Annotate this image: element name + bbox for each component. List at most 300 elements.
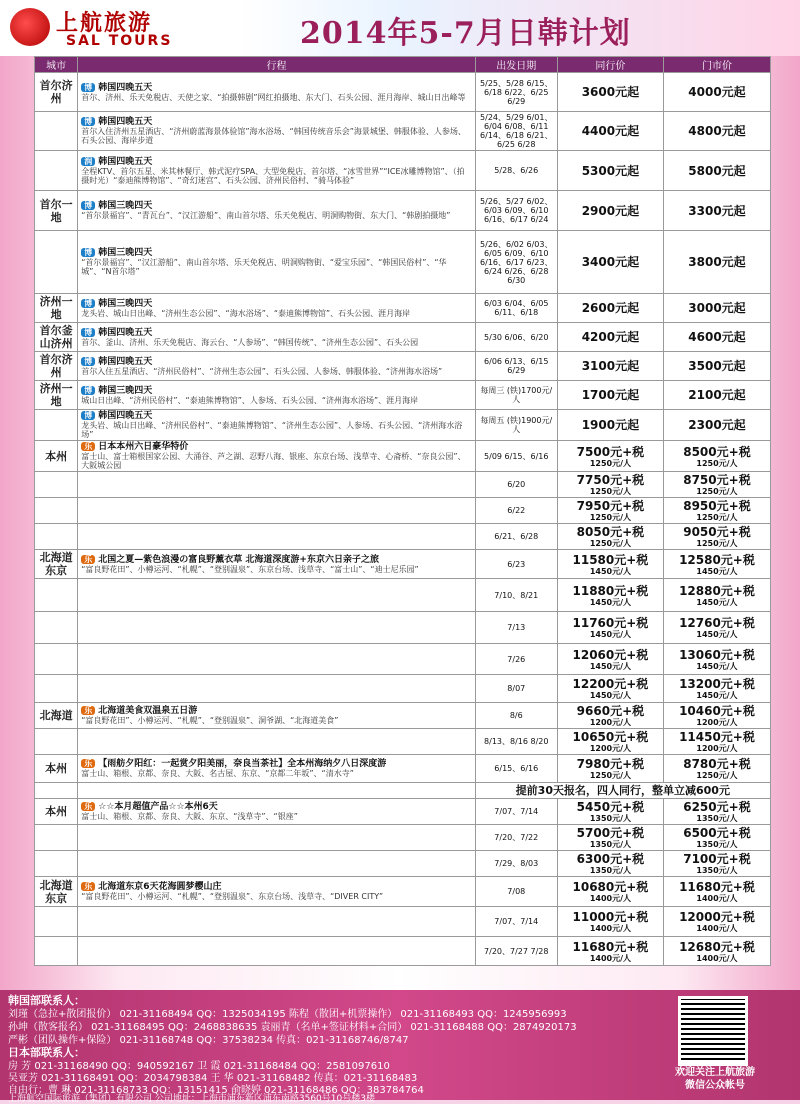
brand-tag: 博 [81,357,95,366]
row-city: 北海道东京 [35,877,78,907]
table-row[interactable] [35,675,771,703]
price-value: 3800元起 [688,255,746,269]
table-row[interactable] [35,381,771,410]
tax-value: 1250元/人 [589,771,631,780]
tax-value: 1450元/人 [696,691,738,700]
route-desc: 富士山、箱根、京都、奈良、大阪、名古屋、东京、“京都二年坂”、“清水寺” [81,769,354,778]
route-title: 【雨舫夕阳红：一起赏夕阳美丽，奈良当茶社】全本州海纳夕八日深度游 [98,759,387,769]
row-city [35,825,78,851]
row-peer-price [557,231,663,294]
row-city [35,498,78,524]
row-peer-price [557,825,663,851]
row-city: 济州一地 [35,294,78,323]
row-peer-price [557,877,663,907]
row-dates: 5/24、5/29 6/01、6/04 6/08、6/11 6/14、6/18 6/21、6/25 6/28 [475,112,557,151]
table-row[interactable] [35,579,771,612]
korea-heading: 韩国部联系人： [8,994,85,1007]
tax-value: 1350元/人 [589,866,631,875]
brand-tag: 润 [81,157,95,166]
japan-line: 房 芳 021-31168490 QQ：940592167 卫 霞 021-31168484 QQ：2581097610 [8,1061,390,1072]
row-retail-price [663,472,770,498]
row-peer-price [557,729,663,755]
japan-heading: 日本部联系人： [8,1046,85,1059]
tax-value: 1250元/人 [696,513,738,522]
row-retail-price [663,825,770,851]
table-row[interactable] [35,799,771,825]
brand-tag: 博 [81,299,95,308]
logo [10,6,200,50]
row-route [78,825,475,851]
table-row[interactable] [35,825,771,851]
itinerary-table [34,56,771,966]
price-value: 2300元起 [688,418,746,432]
route-title: 韩国三晚四天 [98,298,153,309]
tax-value: 1450元/人 [589,597,631,607]
tax-value: 1250元/人 [589,539,631,548]
price-value: 3000元起 [688,301,746,315]
row-city [35,729,78,755]
row-retail-price [663,191,770,231]
price-value: 2100元起 [688,388,746,402]
price-value: 12680元+税 [679,939,755,954]
row-retail-price [663,579,770,612]
tax-value: 1450元/人 [589,630,631,639]
row-city: 首尔釜山济州 [35,323,78,352]
col-city: 城市 [35,57,78,73]
row-peer-price [557,937,663,966]
row-dates: 5/25、5/28 6/15、6/18 6/22、6/25 6/29 [475,73,557,112]
row-dates: 5/30 6/06、6/20 [475,323,557,352]
table-row[interactable] [35,73,771,112]
price-value: 3600元起 [581,85,640,99]
route-desc: “富良野花田”、小樽运河、“札幌”、“登别温泉”、东京台场、浅草寺、“富士山”、“迪士尼乐园” [81,564,419,574]
row-dates: 6/23 [475,550,557,579]
row-city [35,524,78,550]
brand-tag: 乐 [81,802,95,811]
row-retail-price [663,612,770,644]
brand-tag: 博 [81,328,95,337]
price-value: 10650元+税 [572,730,649,744]
row-route [78,799,475,825]
price-value: 5800元起 [688,163,746,178]
row-route [78,612,475,644]
row-city: 本州 [35,755,78,783]
tax-value: 1250元/人 [696,487,738,496]
row-route [78,498,475,524]
row-retail-price [663,729,770,755]
price-value: 6300元+税 [576,852,645,866]
brand-tag: 乐 [81,882,95,891]
row-route [78,877,475,907]
row-route [78,703,475,729]
row-dates: 5/09 6/15、6/16 [475,441,557,472]
price-value: 8950元+税 [683,499,751,513]
row-city [35,907,78,937]
route-desc: 首尔入住五星酒店、“济州民俗村”、“济州生态公园”、石头公园、人参场、韩服体验、“济州海水浴场” [81,366,443,376]
row-dates: 7/07、7/14 [475,799,557,825]
route-title: 韩国四晚五天 [98,411,153,421]
table-row[interactable] [35,783,771,799]
row-route [78,410,475,441]
price-value: 3300元起 [688,203,746,218]
route-title: 韩国三晚四天 [98,201,153,211]
row-retail-price [663,550,770,579]
qr-caption [650,1066,780,1092]
price-value: 8780元+税 [683,757,751,771]
brand-tag: 博 [81,201,95,210]
row-peer-price [557,799,663,825]
table-row[interactable] [35,612,771,644]
row-retail-price [663,703,770,729]
price-value: 5700元+税 [576,826,645,840]
row-dates: 每周五 (铁)1900元/人 [475,410,557,441]
table-row[interactable] [35,644,771,675]
row-route [78,352,475,381]
logo-mark-icon [10,8,50,46]
row-route [78,937,475,966]
row-route [78,323,475,352]
row-retail-price [663,294,770,323]
tax-value: 1250元/人 [696,539,738,548]
row-dates: 5/26、6/02 6/03、6/05 6/09、6/10 6/16、6/17 6/23、6/24 6/26、6/28 6/30 [475,231,557,294]
row-peer-price [557,550,663,579]
row-peer-price [557,703,663,729]
row-dates: 7/20、7/27 7/28 [475,937,557,966]
route-desc: 首尔、釜山、济州、乐天免税店、海云台、“人参场”、“韩国传统”、“济州生态公园”、石头公园 [81,337,419,347]
price-value: 7750元+税 [576,473,645,487]
row-city [35,231,78,294]
route-title: 日本本州六日豪华特价 [98,442,189,452]
row-city [35,410,78,441]
table-row[interactable] [35,550,771,579]
table-row[interactable] [35,755,771,783]
korea-line: 孙坤（散客报名） 021-31168495 QQ：2468838635 袁丽青（名单+签证材料+合同） 021-31168488 QQ：2874920173 [8,1022,577,1033]
route-desc: 富士山、富士箱根国家公园、大涌谷、芦之湖、忍野八海、银座、东京台场、浅草寺、心斋桥、“奈良公园”、大阪城公园 [81,452,466,470]
price-value: 13200元+税 [679,677,755,691]
row-dates: 7/26 [475,644,557,675]
table-header-row [35,57,771,73]
price-value: 12880元+税 [679,583,755,598]
row-peer-price [557,498,663,524]
brand-tag: 乐 [81,706,95,715]
row-route [78,294,475,323]
tax-value: 1400元/人 [589,924,631,933]
brand-tag: 乐 [81,555,95,564]
price-value: 9660元+税 [576,704,645,718]
row-peer-price [557,524,663,550]
price-value: 1900元起 [581,418,640,432]
row-dates: 8/6 [475,703,557,729]
table-row[interactable] [35,472,771,498]
tax-value: 1200元/人 [589,744,631,753]
table-row[interactable] [35,729,771,755]
row-city [35,612,78,644]
row-retail-price [663,851,770,877]
row-city [35,937,78,966]
row-city: 北海道 [35,703,78,729]
row-peer-price [557,73,663,112]
price-value: 7500元+税 [576,444,645,459]
row-retail-price [663,799,770,825]
table-row[interactable] [35,703,771,729]
price-value: 8750元+税 [683,473,751,487]
row-retail-price [663,644,770,675]
tax-value: 1400元/人 [696,953,738,963]
page-title: 2014年5-7月日韩计划 [300,16,631,51]
price-value: 4000元起 [688,85,746,99]
row-city [35,783,78,799]
row-dates: 6/22 [475,498,557,524]
row-dates: 每周三 (铁)1700元/人 [475,381,557,410]
price-value: 11680元+税 [572,939,649,954]
price-value: 5450元+税 [576,800,645,814]
table-row[interactable] [35,498,771,524]
route-desc: 全程KTV、首尔五星、米其林餐厅、韩式泥疗SPA、大型免税店、首尔塔、“冰雪世界”“ICE冰雕博物馆”、（拍摄时光）“泰迪熊博物馆”、“奇幻迷宫”、石头公园、济州民俗村、“骑马体验” [81,166,465,185]
route-desc: “首尔景福宫”、“汉江游船”、南山首尔塔、乐天免税店、明洞购物街、“爱宝乐园”、“韩国民俗村”、“华城”、“N首尔塔” [81,258,447,276]
row-dates: 5/28、6/26 [475,151,557,191]
col-route: 行程 [78,57,475,73]
route-desc: 首尔入住济州五星酒店、“济州蔚蓝海景体验馆”海水浴场、“韩国传统音乐会”海景城堡、韩服体验、人参场、石头公园、海岸步道 [81,127,466,145]
brand-tag: 乐 [81,442,95,451]
row-city [35,472,78,498]
price-value: 7100元+税 [683,852,751,866]
brand-tag: 博 [81,117,95,126]
tax-value: 1350元/人 [589,840,631,849]
price-value: 11880元+税 [572,583,649,598]
price-value: 11680元+税 [679,880,755,894]
price-value: 3100元起 [581,359,640,373]
tax-value: 1400元/人 [696,924,738,933]
row-peer-price [557,191,663,231]
row-city: 北海道东京 [35,550,78,579]
row-peer-price [557,755,663,783]
price-value: 4400元起 [581,124,640,138]
price-value: 7950元+税 [576,499,645,513]
price-value: 11760元+税 [572,616,649,630]
row-dates: 6/03 6/04、6/05 6/11、6/18 [475,294,557,323]
table-row[interactable] [35,851,771,877]
table-row[interactable] [35,410,771,441]
price-value: 8050元+税 [576,525,645,539]
col-price: 同行价 [557,57,663,73]
tax-value: 1350元/人 [696,866,738,875]
row-dates: 7/08 [475,877,557,907]
row-retail-price [663,151,770,191]
row-peer-price [557,294,663,323]
row-retail-price [663,323,770,352]
row-route [78,755,475,783]
brand-tag: 乐 [81,759,95,768]
row-city [35,579,78,612]
route-desc: “富良野花田”、小樽运河、“札幌”、“登别温泉”、东京台场、浅草寺、“DIVER CITY” [81,892,384,901]
route-desc: 首尔、济州、乐天免税店、天使之家、“拍摄韩剧”网红拍摄地、东大门、石头公园、涯月海岸、城山日出峰等 [81,92,466,102]
route-title: 韩国三晚四天 [98,248,153,258]
tax-value: 1200元/人 [696,744,738,753]
row-peer-price [557,579,663,612]
japan-line: 自由行：曹 琳 021-31168733 QQ：13151415 俞晓婷 021-31168486 QQ：383784764 [8,1085,424,1096]
brand-tag: 博 [81,248,95,257]
col-store: 门市价 [663,57,770,73]
table-row[interactable] [35,323,771,352]
row-route [78,472,475,498]
row-city: 本州 [35,441,78,472]
route-title: 韩国四晚五天 [98,156,153,167]
price-value: 12200元+税 [572,677,649,691]
table-row[interactable] [35,191,771,231]
row-city: 首尔济州 [35,352,78,381]
row-dates: 6/06 6/13、6/15 6/29 [475,352,557,381]
table-row[interactable] [35,524,771,550]
tax-value: 1200元/人 [589,718,631,727]
row-city [35,112,78,151]
row-city: 首尔济州 [35,73,78,112]
row-peer-price [557,323,663,352]
route-desc: 龙头岩、城山日出峰、“济州生态公园”、“海水浴场”、“泰迪熊博物馆”、石头公园、涯月海岸 [81,308,411,318]
header [0,0,800,56]
brand-tag: 博 [81,386,95,395]
route-title: 北海道美食双温泉五日游 [98,706,198,716]
route-desc: 富士山、箱根、京都、奈良、大阪、东京、“浅草寺”、“银座” [81,812,298,821]
route-title: 韩国四晚五天 [98,327,153,338]
row-peer-price [557,151,663,191]
row-dates: 6/15、6/16 [475,755,557,783]
table-row[interactable] [35,441,771,472]
row-retail-price [663,231,770,294]
row-peer-price [557,612,663,644]
price-value: 13060元+税 [679,647,755,662]
tax-value: 1250元/人 [589,487,631,496]
row-route [78,524,475,550]
tax-value: 1450元/人 [589,566,631,576]
tax-value: 1250元/人 [589,458,631,468]
logo-en: SAL TOURS [66,33,173,49]
table-row[interactable] [35,352,771,381]
row-route [78,381,475,410]
row-route [78,851,475,877]
row-retail-price [663,410,770,441]
price-value: 6250元+税 [683,800,751,814]
qr-caption-line: 欢迎关注上航旅游 [675,1067,755,1078]
tax-value: 1200元/人 [696,718,738,727]
row-retail-price [663,937,770,966]
price-value: 2600元起 [581,301,640,315]
price-value: 10680元+税 [572,880,649,894]
row-dates: 7/20、7/22 [475,825,557,851]
row-peer-price [557,644,663,675]
price-value: 11450元+税 [679,730,755,744]
table-row[interactable] [35,151,771,191]
brand-tag: 博 [81,83,95,92]
table-row[interactable] [35,112,771,151]
route-title: 北国之夏—紫色浪漫の富良野薰衣草 北海道深度游+东京六日亲子之旅 [98,554,379,565]
route-title: 韩国三晚四天 [98,385,153,396]
row-peer-price [557,851,663,877]
row-dates: 8/13、8/16 8/20 [475,729,557,755]
row-peer-price [557,112,663,151]
price-value: 12060元+税 [572,647,649,662]
row-peer-price [557,675,663,703]
tax-value: 1450元/人 [589,691,631,700]
row-retail-price [663,498,770,524]
row-peer-price [557,441,663,472]
row-route [78,191,475,231]
price-value: 4200元起 [581,330,640,344]
row-dates: 7/07、7/14 [475,907,557,937]
row-route [78,644,475,675]
price-value: 3400元起 [581,255,640,269]
price-value: 12760元+税 [679,616,755,630]
row-route [78,73,475,112]
row-route [78,783,475,799]
company-line: 上海航空国际旅游（集团）有限公司 公司地址：上海市浦东新区浦东南路3560号10号楼3楼 [8,1094,375,1104]
route-title: 北海道东京6天花海圆梦樱山庄 [98,882,222,892]
table-row[interactable] [35,937,771,966]
tax-value: 1400元/人 [589,953,631,963]
route-title: ☆☆本月超值产品☆☆本州6天 [98,802,218,812]
table-row[interactable] [35,231,771,294]
row-peer-price [557,907,663,937]
row-city [35,151,78,191]
table-row[interactable] [35,907,771,937]
row-route [78,231,475,294]
tax-value: 1450元/人 [696,597,738,607]
price-value: 6500元+税 [683,826,751,840]
price-value: 4600元起 [688,330,746,344]
korea-line: 严彬（团队操作+保险） 021-31168748 QQ：37538234 传真：021-31168746/8747 [8,1035,409,1046]
tax-value: 1350元/人 [589,814,631,823]
col-date: 出发日期 [475,57,557,73]
qr-caption-line: 微信公众帐号 [685,1080,745,1091]
tax-value: 1450元/人 [696,630,738,639]
qr-code-icon[interactable] [678,996,748,1066]
row-peer-price [557,472,663,498]
row-city [35,675,78,703]
japan-line: 吴亚芳 021-31168491 QQ：2034798384 王 华 021-31168482 传真：021-31168483 [8,1073,418,1084]
tax-value: 1400元/人 [589,894,631,903]
row-route [78,441,475,472]
row-route [78,729,475,755]
row-retail-price [663,381,770,410]
price-value: 11000元+税 [572,910,649,924]
tax-value: 1350元/人 [696,814,738,823]
route-title: 韩国四晚五天 [98,82,153,93]
row-dates: 7/13 [475,612,557,644]
row-peer-price [557,410,663,441]
row-route [78,550,475,579]
route-desc: 城山日出峰、“济州民俗村”、“泰迪熊博物馆”、人参场、石头公园、“济州海水浴场”、涯月海岸 [81,395,419,405]
price-value: 8500元+税 [683,444,751,459]
tax-value: 1250元/人 [589,513,631,522]
tax-value: 1400元/人 [696,894,738,903]
row-route [78,579,475,612]
route-desc: “首尔景福宫”、“青瓦台”、“汉江游船”、南山首尔塔、乐天免税店、明洞购物街、东大门、“韩剧拍摄地” [81,211,451,220]
tax-value: 1450元/人 [696,661,738,671]
tax-value: 1450元/人 [589,661,631,671]
korea-line: 刘瑾（急拉+散团报价） 021-31168494 QQ：1325034195 陈程（散团+机票操作） 021-31168493 QQ：1245956993 [8,1009,567,1020]
table-row[interactable] [35,877,771,907]
table-row[interactable] [35,294,771,323]
row-retail-price [663,675,770,703]
logo-cn: 上航旅游 [56,10,153,36]
row-peer-price [557,352,663,381]
brand-tag: 博 [81,411,95,420]
price-value: 1700元起 [581,388,640,402]
price-value: 7980元+税 [576,757,645,771]
route-desc: “富良野花田”、小樽运河、“札幌”、“登别温泉”、洞爷湖、“北海道美食” [81,716,339,725]
row-retail-price [663,73,770,112]
tax-value: 1250元/人 [696,458,738,468]
route-desc: 龙头岩、城山日出峰、“济州民俗村”、“泰迪熊博物馆”、“济州生态公园”、人参场、石头公园、“济州海水浴场” [81,421,463,439]
